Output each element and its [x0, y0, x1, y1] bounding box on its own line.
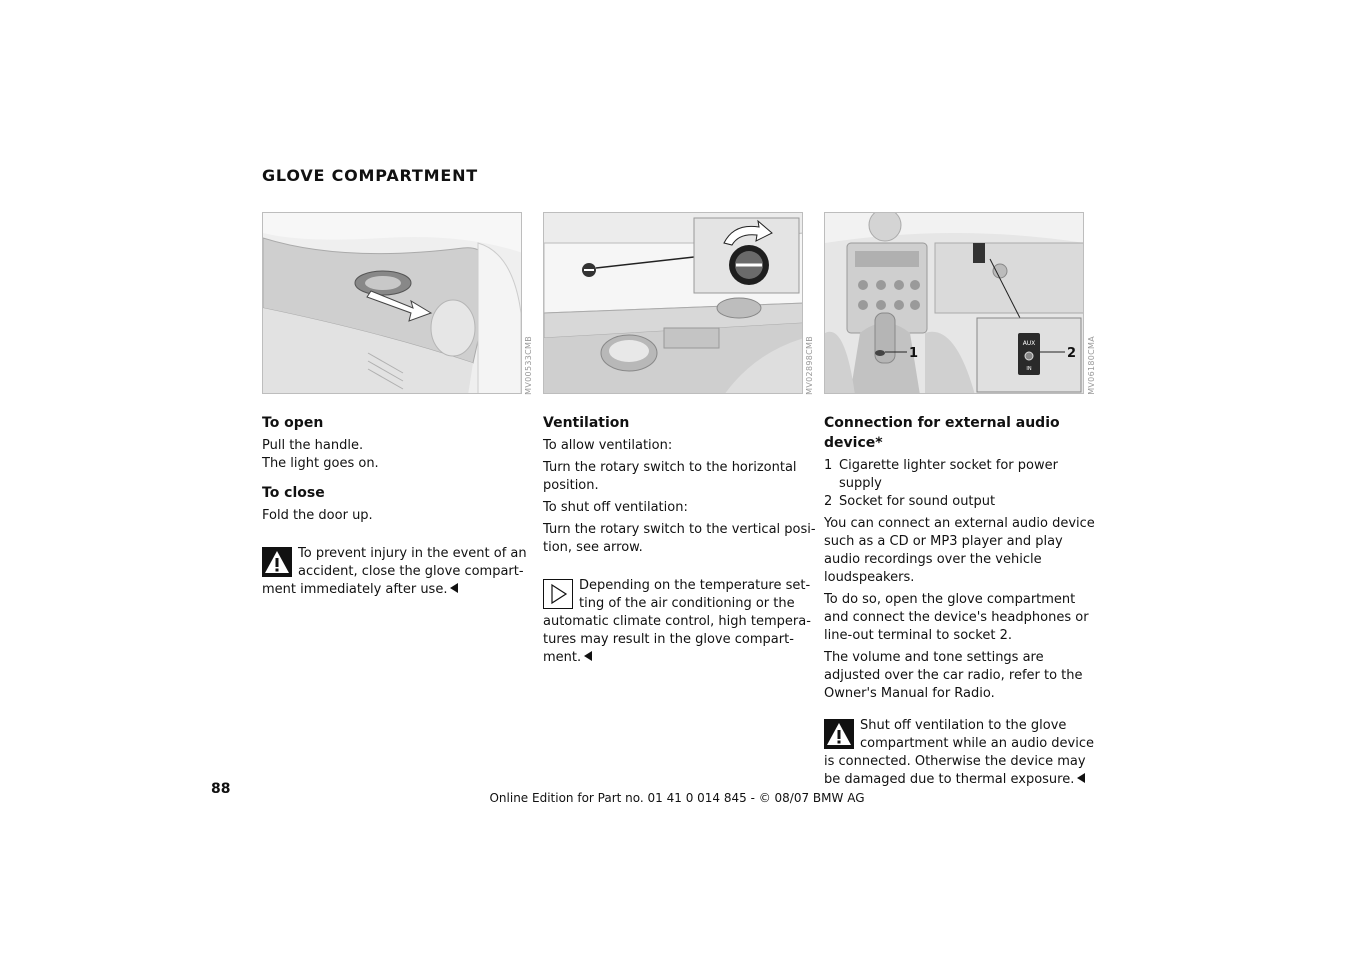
- list-number: 2: [824, 494, 833, 509]
- heading-audio-connection: Connection for external audio device*: [824, 415, 1060, 451]
- figure-code: MV06180CMA: [1087, 336, 1096, 395]
- end-mark-icon: [450, 583, 458, 593]
- callout-1-label: 1: [909, 346, 919, 361]
- warning-text: To prevent injury in the event of an accident, close the glove compartment immediately after use.: [262, 546, 527, 597]
- list-text: Cigarette lighter socket for power supply: [839, 458, 1058, 491]
- end-mark-icon: [1077, 773, 1085, 783]
- warning-note: [262, 545, 538, 599]
- ventilation-p3: To shut off ventilation:: [543, 500, 688, 515]
- list-number: 1: [824, 458, 833, 473]
- list-item: [824, 493, 1098, 511]
- aux-in-socket-illustration: [825, 213, 1084, 394]
- close-text: Fold the door up.: [262, 508, 373, 523]
- ventilation-rotary-switch-illustration: [544, 213, 803, 394]
- audio-p1: You can connect an external audio device such as a CD or MP3 player and play audio recordings over the vehicle loudspeakers.: [824, 516, 1095, 585]
- aux-sublabel: IN: [1026, 366, 1032, 372]
- ventilation-p1: To allow ventilation:: [543, 438, 673, 453]
- open-line-1: Pull the handle.: [262, 438, 364, 453]
- page-number: 88: [211, 781, 231, 797]
- note-arrow-icon: [543, 579, 573, 609]
- column-audio: [824, 413, 1098, 789]
- heading-to-close: To close: [262, 485, 325, 501]
- column-glove-box: [262, 413, 538, 599]
- info-note: [543, 577, 819, 667]
- callout-2-label: 2: [1067, 346, 1077, 361]
- warning-text: Shut off ventilation to the glove compartment while an audio device is connected. Otherwise the device may be damaged due to thermal exposure.: [824, 718, 1094, 787]
- column-ventilation: [543, 413, 819, 667]
- end-mark-icon: [584, 651, 592, 661]
- ventilation-p2: Turn the rotary switch to the horizontal position.: [543, 460, 797, 493]
- warning-icon: [824, 719, 854, 749]
- figure-audio-connection: [824, 212, 1084, 394]
- section-title: GLOVE COMPARTMENT: [262, 166, 478, 185]
- ventilation-p4: Turn the rotary switch to the vertical position, see arrow.: [543, 522, 816, 555]
- audio-p2: To do so, open the glove compartment and connect the device's headphones or line-out terminal to socket 2.: [824, 592, 1089, 643]
- list-text: Socket for sound output: [839, 494, 996, 509]
- footer-edition: Online Edition for Part no. 01 41 0 014 845 - © 08/07 BMW AG: [489, 791, 865, 805]
- glove-box-handle-illustration: [263, 213, 522, 394]
- figure-ventilation: [543, 212, 803, 394]
- figure-code: MV00533CMB: [524, 336, 533, 395]
- warning-icon: [262, 547, 292, 577]
- note-text: Depending on the temperature setting of the air conditioning or the automatic climate control, high temperatures may result in the glove compartment.: [543, 578, 811, 665]
- aux-label: AUX: [1022, 340, 1036, 347]
- audio-p3: The volume and tone settings are adjusted over the car radio, refer to the Owner's Manual for Radio.: [824, 650, 1083, 701]
- warning-note: [824, 717, 1098, 789]
- open-line-2: The light goes on.: [262, 456, 379, 471]
- heading-ventilation: Ventilation: [543, 415, 630, 431]
- figure-code: MV02898CMB: [805, 336, 814, 395]
- heading-to-open: To open: [262, 415, 324, 431]
- figure-glove-box-handle: [262, 212, 522, 394]
- list-item: [824, 457, 1098, 493]
